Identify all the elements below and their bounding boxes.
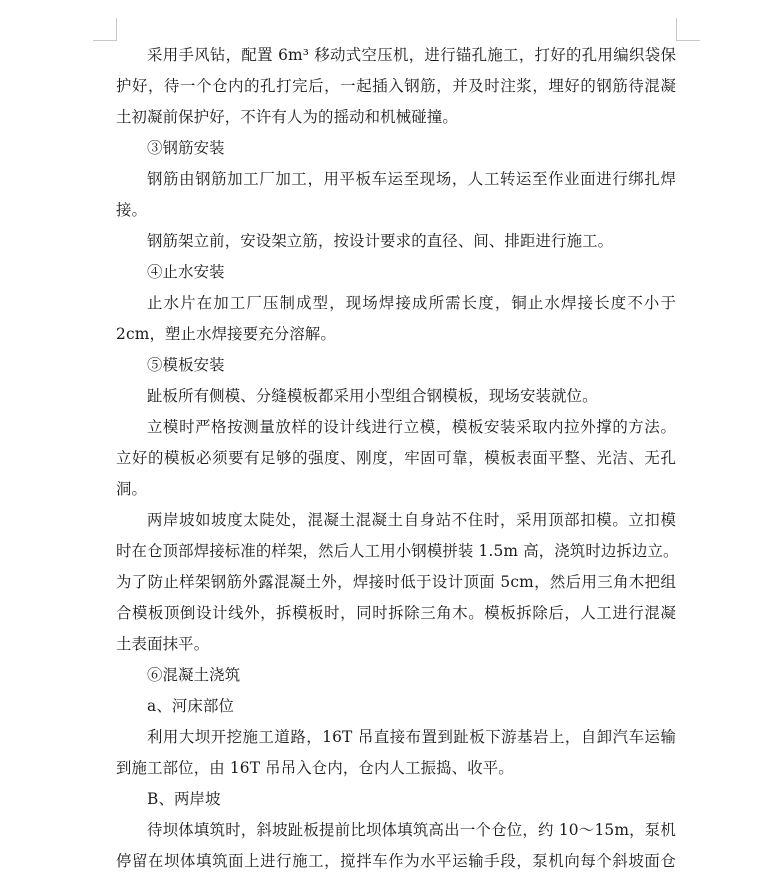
text-line: 待坝体填筑时，斜坡趾板提前比坝体填筑高出一个仓位，约 10～15m，泵机 [147,821,676,839]
text-line: B、两岸坡 [147,790,221,808]
text-line: 立好的模板必须要有足够的强度、刚度，牢固可靠，模板表面平整、光洁、无孔 [116,449,676,467]
text-line: 土初凝前保护好，不许有人为的摇动和机械碰撞。 [116,108,458,126]
text-line: 洞。 [116,480,148,498]
text-line: 时在仓顶部焊接标准的样架，然后人工用小钢模拼装 1.5m 高，浇筑时边拆边立。 [116,542,679,560]
text-line: 2cm，塑止水焊接要充分溶解。 [116,325,336,343]
text-line: 止水片在加工厂压制成型，现场焊接成所需长度，铜止水焊接长度不小于 [147,294,676,312]
text-line: 钢筋架立前，安设架立筋，按设计要求的直径、间、排距进行施工。 [147,232,614,250]
corner-mark-top-right-vertical [676,18,677,41]
text-line: ⑤模板安装 [147,356,225,374]
text-line: 停留在坝体填筑面上进行施工，搅拌车作为水平运输手段，泵机向每个斜坡面仓 [116,852,676,870]
text-line: 为了防止样架钢筋外露混凝土外，焊接时低于设计顶面 5cm，然后用三角木把组 [116,573,676,591]
text-line: 到施工部位，由 16T 吊吊入仓内，仓内人工振捣、收平。 [116,759,514,777]
text-line: 土表面抹平。 [116,635,210,653]
text-line: 钢筋由钢筋加工厂加工，用平板车运至现场，人工转运至作业面进行绑扎焊 [147,170,676,188]
corner-mark-top-left-horizontal [93,40,116,41]
text-line: 合模板顶倒设计线外，拆模板时，同时拆除三角木。模板拆除后，人工进行混凝 [116,604,676,622]
text-line: ⑥混凝土浇筑 [147,666,241,684]
text-line: ④止水安装 [147,263,225,281]
text-line: 护好，待一个仓内的孔打完后，一起插入钢筋，并及时注浆，埋好的钢筋待混凝 [116,77,676,95]
text-line: 采用手风钻，配置 6m³ 移动式空压机，进行锚孔施工，打好的孔用编织袋保 [147,46,676,64]
text-line: 利用大坝开挖施工道路，16T 吊直接布置到趾板下游基岩上，自卸汽车运输 [147,728,676,746]
text-line: 立模时严格按测量放样的设计线进行立模，模板安装采取内拉外撑的方法。 [147,418,676,436]
text-line: ③钢筋安装 [147,139,225,157]
document-body[interactable] [116,40,679,877]
corner-mark-top-right-horizontal [677,40,700,41]
text-line: 两岸坡如坡度太陡处，混凝土混凝土自身站不住时，采用顶部扣模。立扣模 [147,511,676,529]
text-line: 接。 [116,201,148,219]
text-line: 趾板所有侧模、分缝模板都采用小型组合钢模板，现场安装就位。 [147,387,598,405]
text-line: a、河床部位 [147,697,235,715]
corner-mark-top-left-vertical [116,18,117,41]
